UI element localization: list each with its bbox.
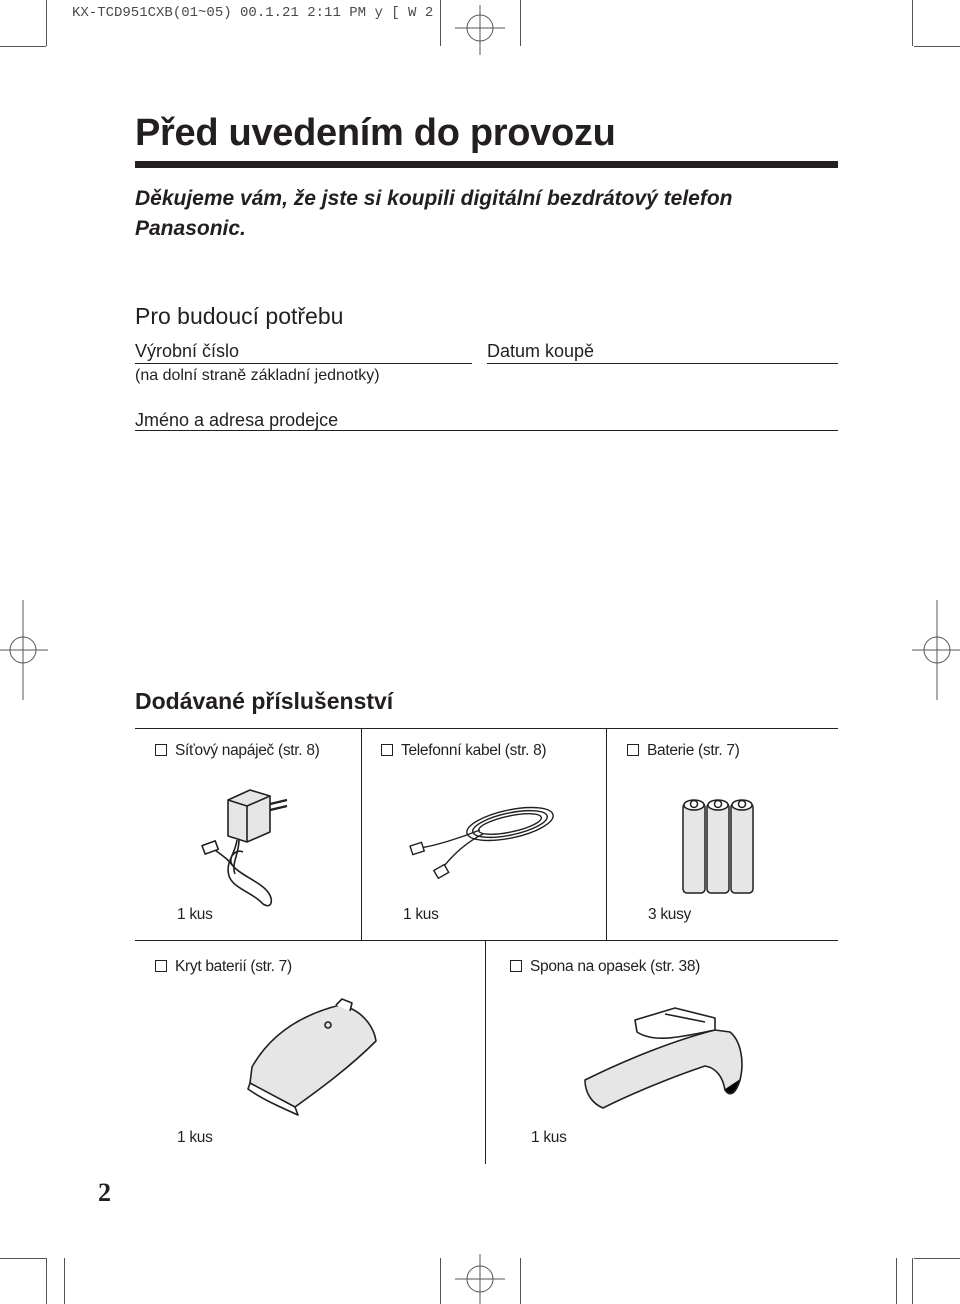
accessory-ac-adaptor: Síťový napáječ (str. 8) [155, 742, 320, 760]
quantity-telephone-cord: 1 kus [403, 906, 439, 923]
registration-mark-icon [455, 5, 505, 55]
page-title: Před uvedením do provozu [135, 112, 616, 154]
title-rule [135, 161, 838, 168]
checkbox-icon [381, 744, 393, 756]
checkbox-icon [155, 960, 167, 972]
purchase-date-label: Datum koupě [487, 341, 595, 361]
page-number: 2 [98, 1178, 111, 1207]
accessories-middle-rule [135, 940, 838, 941]
battery-cover-icon [240, 995, 385, 1120]
print-header: KX-TCD951CXB(01~05) 00.1.21 2:11 PM y [ W 2 [72, 5, 434, 21]
ac-adaptor-icon [195, 780, 330, 910]
accessory-battery-cover: Kryt baterií (str. 7) [155, 958, 292, 976]
quantity-ac-adaptor: 1 kus [177, 906, 213, 923]
serial-number-line[interactable] [135, 363, 472, 364]
dealer-line[interactable] [135, 430, 838, 431]
purchase-date-line[interactable] [487, 363, 838, 364]
future-reference-heading: Pro budoucí potřebu [135, 303, 344, 329]
quantity-batteries: 3 kusy [648, 906, 691, 923]
checkbox-icon [627, 744, 639, 756]
telephone-cord-icon [405, 790, 565, 890]
accessories-divider [485, 940, 486, 1164]
serial-number-label: Výrobní číslo [135, 341, 240, 361]
serial-number-hint: (na dolní straně základní jednotky) [135, 367, 380, 384]
accessories-divider [361, 728, 362, 940]
batteries-icon [678, 795, 763, 897]
registration-mark-icon [910, 600, 960, 700]
accessory-telephone-cord: Telefonní kabel (str. 8) [381, 742, 546, 760]
accessory-batteries: Baterie (str. 7) [627, 742, 740, 760]
registration-mark-icon [455, 1254, 505, 1304]
accessory-belt-clip: Spona na opasek (str. 38) [510, 958, 700, 976]
intro-text: Děkujeme vám, že jste si koupili digitální bezdrátový telefon Panasonic. [135, 187, 733, 240]
checkbox-icon [510, 960, 522, 972]
checkbox-icon [155, 744, 167, 756]
belt-clip-icon [575, 1000, 750, 1115]
quantity-battery-cover: 1 kus [177, 1129, 213, 1146]
accessories-divider [606, 728, 607, 940]
accessories-top-rule [135, 728, 838, 729]
dealer-label: Jméno a adresa prodejce [135, 410, 339, 430]
accessories-heading: Dodávané příslušenství [135, 688, 394, 714]
registration-mark-icon [0, 600, 50, 700]
quantity-belt-clip: 1 kus [531, 1129, 567, 1146]
